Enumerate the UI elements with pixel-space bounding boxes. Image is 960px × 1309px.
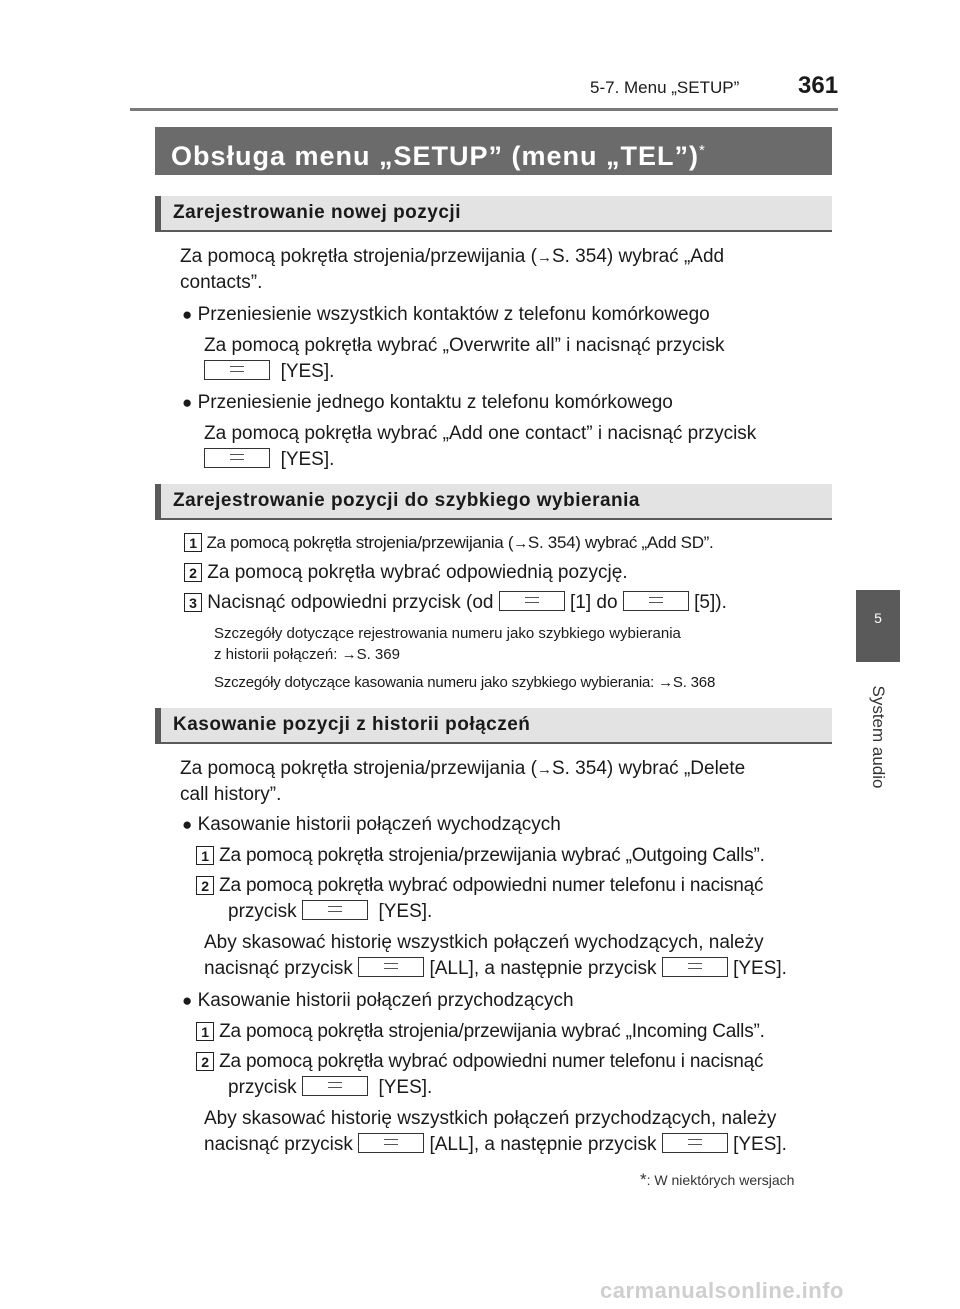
page-number: 361 xyxy=(798,72,839,99)
text: Przeniesienie wszystkich kontaktów z telefonu komórkowego xyxy=(197,304,710,325)
s3-in-step2 xyxy=(196,1049,763,1075)
text: [YES]. xyxy=(378,1077,433,1098)
section-heading-speed-dial: Zarejestrowanie pozycji do szybkiego wybierania xyxy=(155,484,832,520)
key-button-icon xyxy=(302,1076,368,1096)
s1-bullet2-heading xyxy=(182,390,673,416)
text: [YES]. xyxy=(280,361,335,382)
text: Nacisnąć odpowiedni przycisk (od xyxy=(207,592,494,613)
section-title: 5-7. Menu „SETUP” xyxy=(590,78,740,97)
s1-bullet2-key xyxy=(204,447,334,473)
bullet-icon: ● xyxy=(182,815,193,834)
section-heading-new-entry: Zarejestrowanie nowej pozycji xyxy=(155,196,832,232)
s3-in-step2-key xyxy=(228,1075,432,1101)
text: [YES]. xyxy=(378,901,433,922)
text: [ALL], a następnie przycisk xyxy=(429,958,657,979)
arrow-icon: → xyxy=(658,674,673,691)
s2-note1-line2 xyxy=(214,645,400,665)
page-title-text: Obsługa menu „SETUP” (menu „TEL”) xyxy=(171,141,700,171)
s3-in-all-line2 xyxy=(204,1132,787,1158)
key-button-icon xyxy=(358,1133,424,1153)
s3-in-step1 xyxy=(196,1019,765,1045)
s1-intro-line1 xyxy=(180,244,831,271)
text: S. 354) wybrać „Add SD”. xyxy=(527,533,714,552)
text: [5]). xyxy=(694,592,727,613)
title-star: * xyxy=(699,142,706,159)
text: Za pomocą pokrętła strojenia/przewijania wybrać „Incoming Calls”. xyxy=(219,1021,765,1042)
arrow-icon: → xyxy=(536,761,552,778)
text: [YES]. xyxy=(733,1134,787,1155)
s3-out-all-line1: Aby skasować historię wszystkich połączeń wychodzących, należy xyxy=(204,932,764,953)
watermark: carmanualsonline.info xyxy=(600,1278,844,1303)
step-number: 1 xyxy=(184,533,202,552)
text: nacisnąć przycisk xyxy=(204,958,353,979)
bullet-icon: ● xyxy=(182,305,193,324)
text: [ALL], a następnie przycisk xyxy=(429,1134,657,1155)
text: [YES]. xyxy=(280,449,335,470)
key-button-icon xyxy=(499,591,565,611)
s1-intro-line2: contacts”. xyxy=(180,272,263,293)
s3-outgoing-heading xyxy=(182,812,561,838)
key-button-icon xyxy=(623,591,689,611)
text: [YES]. xyxy=(733,958,787,979)
key-button-icon xyxy=(662,957,728,977)
text: [1] do xyxy=(570,592,618,613)
bullet-icon: ● xyxy=(182,991,193,1010)
text: Za pomocą pokrętła wybrać odpowiedni numer telefonu i nacisnąć xyxy=(219,875,764,896)
step-number: 2 xyxy=(184,563,202,582)
key-button-icon xyxy=(302,900,368,920)
key-button-icon xyxy=(204,360,270,380)
s1-bullet1-heading xyxy=(182,302,710,328)
s3-out-step1 xyxy=(196,843,765,869)
step-number: 1 xyxy=(196,846,214,865)
step-number: 3 xyxy=(184,593,202,612)
arrow-icon: → xyxy=(513,535,528,552)
key-button-icon xyxy=(662,1133,728,1153)
footnote-text: : W niektórych wersjach xyxy=(646,1172,795,1188)
step-number: 1 xyxy=(196,1022,214,1041)
footnote-star: * xyxy=(640,1170,647,1189)
s2-note2 xyxy=(214,673,715,693)
text: Kasowanie historii połączeń wychodzących xyxy=(197,814,561,835)
s3-out-all-line2 xyxy=(204,956,787,982)
section-heading-delete-history: Kasowanie pozycji z historii połączeń xyxy=(155,708,832,744)
text: S. 354) wybrać „Delete xyxy=(551,758,746,779)
chapter-label xyxy=(852,672,904,802)
footnote xyxy=(640,1170,794,1190)
text: przycisk xyxy=(228,901,297,922)
s3-out-step2-key xyxy=(228,899,432,925)
s2-step1 xyxy=(184,530,713,557)
s3-intro-line2: call history”. xyxy=(180,784,282,805)
s2-step2 xyxy=(184,560,628,586)
text: Za pomocą pokrętła strojenia/przewijania ( xyxy=(180,758,537,779)
s1-bullet2-text: Za pomocą pokrętła wybrać „Add one contact” i nacisnąć przycisk xyxy=(204,423,757,444)
text: Za pomocą pokrętła strojenia/przewijania ( xyxy=(206,533,514,552)
text: S. 369 xyxy=(356,646,400,663)
text: Szczegóły dotyczące kasowania numeru jako szybkiego wybierania: xyxy=(214,674,655,691)
header-divider xyxy=(130,108,838,111)
bullet-icon: ● xyxy=(182,393,193,412)
step-number: 2 xyxy=(196,876,214,895)
s1-bullet1-text: Za pomocą pokrętła wybrać „Overwrite all” i nacisnąć przycisk xyxy=(204,335,725,356)
text: Za pomocą pokrętła strojenia/przewijania ( xyxy=(180,246,537,267)
text: nacisnąć przycisk xyxy=(204,1134,353,1155)
s1-bullet1-key xyxy=(204,359,334,385)
text: Za pomocą pokrętła wybrać odpowiedni numer telefonu i nacisnąć xyxy=(219,1051,764,1072)
chapter-tab: 5 xyxy=(856,590,900,662)
arrow-icon: → xyxy=(536,249,552,266)
text: S. 354) wybrać „Add xyxy=(551,246,725,267)
text: przycisk xyxy=(228,1077,297,1098)
page-title xyxy=(155,127,832,175)
text: Za pomocą pokrętła wybrać odpowiednią pozycję. xyxy=(207,562,628,583)
s3-in-all-line1: Aby skasować historię wszystkich połączeń przychodzących, należy xyxy=(204,1108,777,1129)
s3-incoming-heading xyxy=(182,988,574,1014)
text: z historii połączeń: xyxy=(214,646,338,663)
text: Za pomocą pokrętła strojenia/przewijania wybrać „Outgoing Calls”. xyxy=(219,845,765,866)
key-button-icon xyxy=(358,957,424,977)
s3-intro-line1 xyxy=(180,756,831,783)
s3-out-step2 xyxy=(196,873,763,899)
s2-step3 xyxy=(184,590,727,616)
text: S. 368 xyxy=(672,674,716,691)
s2-note1-line1: Szczegóły dotyczące rejestrowania numeru jako szybkiego wybierania xyxy=(214,625,681,642)
chapter-label-text: System audio xyxy=(869,685,888,789)
key-button-icon xyxy=(204,448,270,468)
text: Przeniesienie jednego kontaktu z telefonu komórkowego xyxy=(197,392,673,413)
step-number: 2 xyxy=(196,1052,214,1071)
text: Kasowanie historii połączeń przychodzących xyxy=(197,990,574,1011)
arrow-icon: → xyxy=(341,646,357,663)
